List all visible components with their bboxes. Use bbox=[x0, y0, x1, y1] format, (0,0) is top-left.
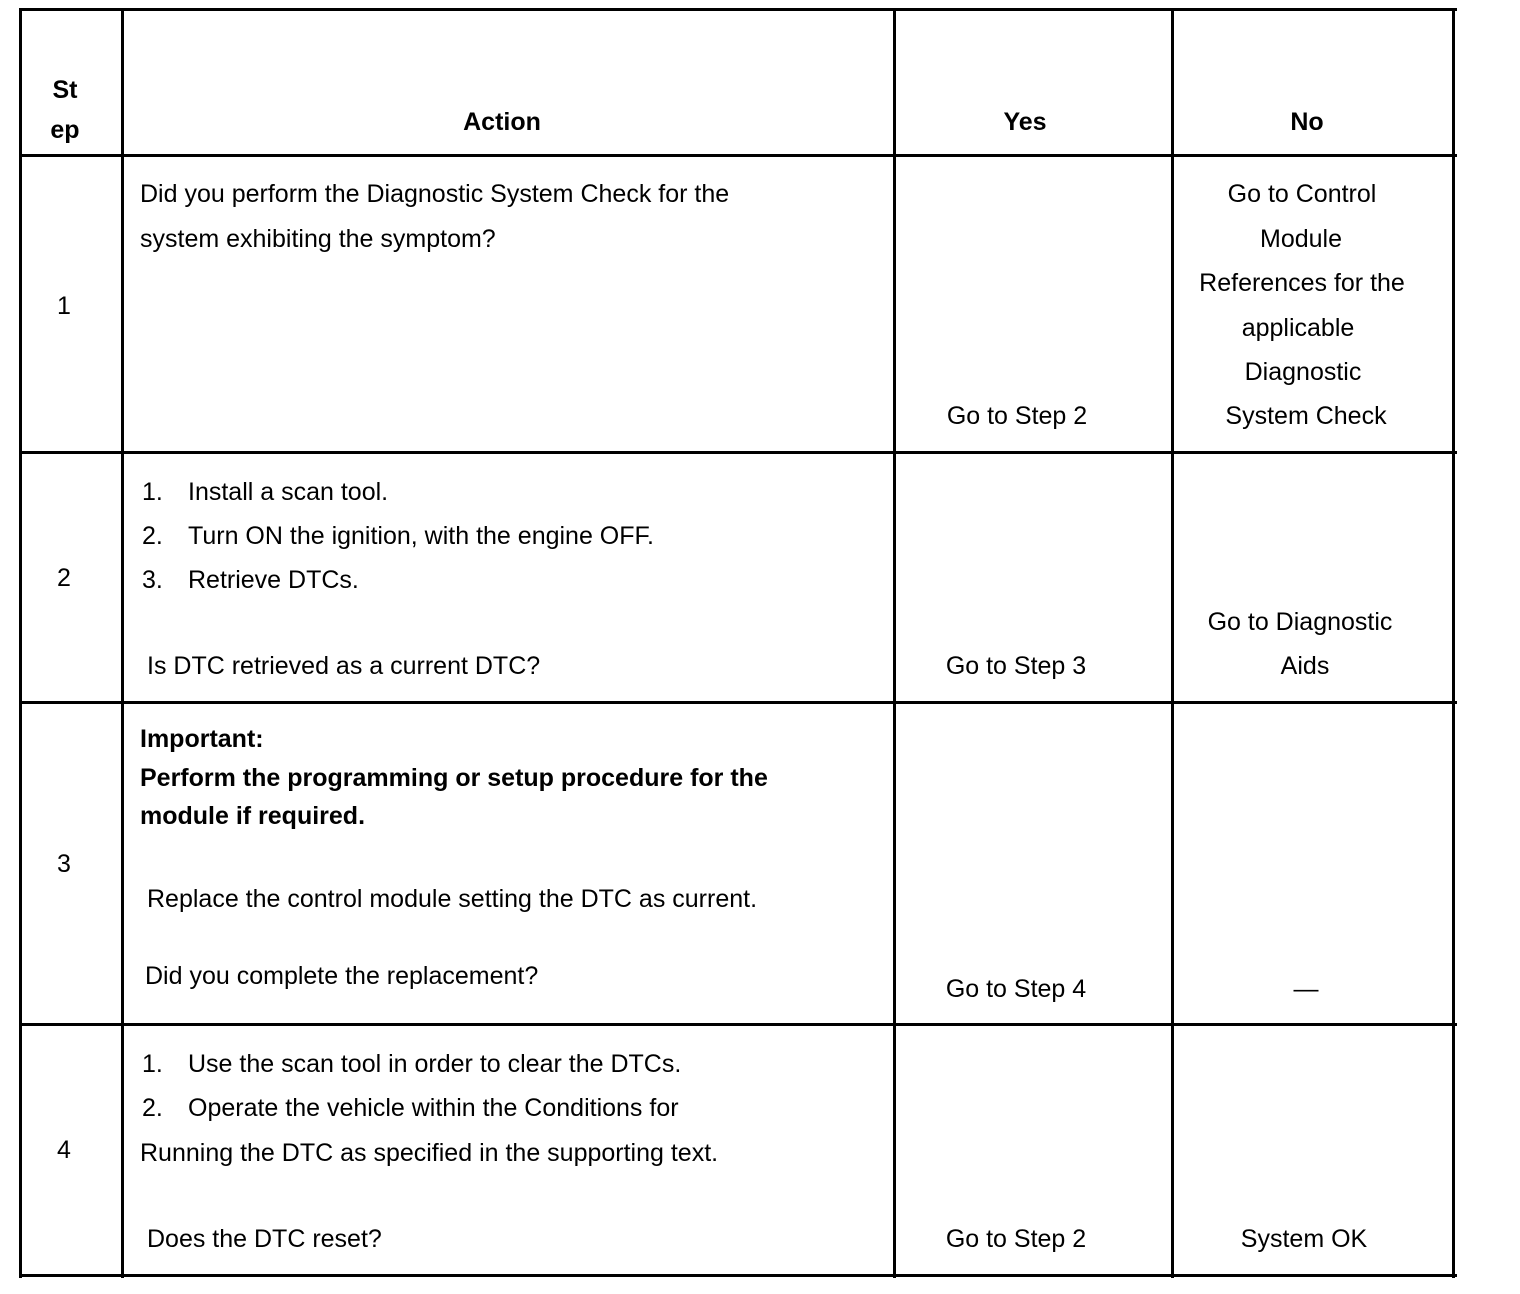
yes-result: Go to Step 2 bbox=[946, 402, 1088, 430]
header-action: Action bbox=[463, 108, 541, 136]
list-number: 2. bbox=[142, 1094, 163, 1122]
list-item: Turn ON the ignition, with the engine OFF. bbox=[188, 522, 654, 550]
step-number: 3 bbox=[57, 850, 71, 878]
row-border bbox=[19, 8, 1457, 11]
row-border bbox=[19, 451, 1457, 454]
list-item: Operate the vehicle within the Conditions for bbox=[188, 1094, 679, 1122]
no-result: — bbox=[1293, 975, 1319, 1003]
list-item: Retrieve DTCs. bbox=[188, 566, 359, 594]
yes-result: Go to Step 2 bbox=[945, 1225, 1087, 1253]
no-result: System OK bbox=[1240, 1225, 1368, 1253]
no-result: applicable bbox=[1241, 314, 1355, 342]
question-text: Does the DTC reset? bbox=[147, 1225, 382, 1253]
col-border bbox=[19, 8, 22, 1278]
yes-result: Go to Step 3 bbox=[945, 652, 1087, 680]
step-number: 2 bbox=[57, 564, 71, 592]
action-text: system exhibiting the symptom? bbox=[140, 225, 496, 253]
step-number: 4 bbox=[57, 1136, 71, 1164]
col-border bbox=[121, 8, 124, 1278]
list-item: Install a scan tool. bbox=[188, 478, 389, 506]
yes-result: Go to Step 4 bbox=[945, 975, 1087, 1003]
header-step: St ep bbox=[50, 76, 80, 144]
continuation-text: Running the DTC as specified in the supporting text. bbox=[140, 1139, 719, 1167]
no-result: References for the bbox=[1199, 269, 1405, 297]
col-border bbox=[1452, 8, 1455, 1278]
list-number: 2. bbox=[142, 522, 163, 550]
no-result: Diagnostic bbox=[1244, 358, 1362, 386]
instruction-text: Replace the control module setting the DTC as current. bbox=[147, 885, 758, 913]
question-text: Is DTC retrieved as a current DTC? bbox=[147, 652, 541, 680]
col-border bbox=[1171, 8, 1174, 1278]
row-border bbox=[19, 1274, 1457, 1277]
no-result: Go to Control bbox=[1227, 180, 1377, 208]
col-border bbox=[893, 8, 896, 1278]
row-border bbox=[19, 701, 1457, 704]
important-text: module if required. bbox=[140, 802, 366, 830]
step-number: 1 bbox=[57, 292, 71, 320]
list-number: 1. bbox=[142, 478, 163, 506]
list-number: 3. bbox=[142, 566, 163, 594]
row-border bbox=[19, 1023, 1457, 1026]
important-text: Perform the programming or setup procedure for the bbox=[140, 764, 768, 792]
header-no: No bbox=[1290, 108, 1324, 136]
list-number: 1. bbox=[142, 1050, 163, 1078]
action-text: Did you perform the Diagnostic System Check for the bbox=[140, 180, 730, 208]
no-result: Aids bbox=[1280, 652, 1330, 680]
row-border bbox=[19, 154, 1457, 157]
header-yes: Yes bbox=[1003, 108, 1047, 136]
no-result: Go to Diagnostic bbox=[1207, 608, 1393, 636]
question-text: Did you complete the replacement? bbox=[145, 962, 539, 990]
no-result: System Check bbox=[1225, 402, 1387, 430]
list-item: Use the scan tool in order to clear the DTCs. bbox=[188, 1050, 682, 1078]
important-label: Important: bbox=[140, 725, 264, 753]
no-result: Module bbox=[1260, 225, 1342, 253]
